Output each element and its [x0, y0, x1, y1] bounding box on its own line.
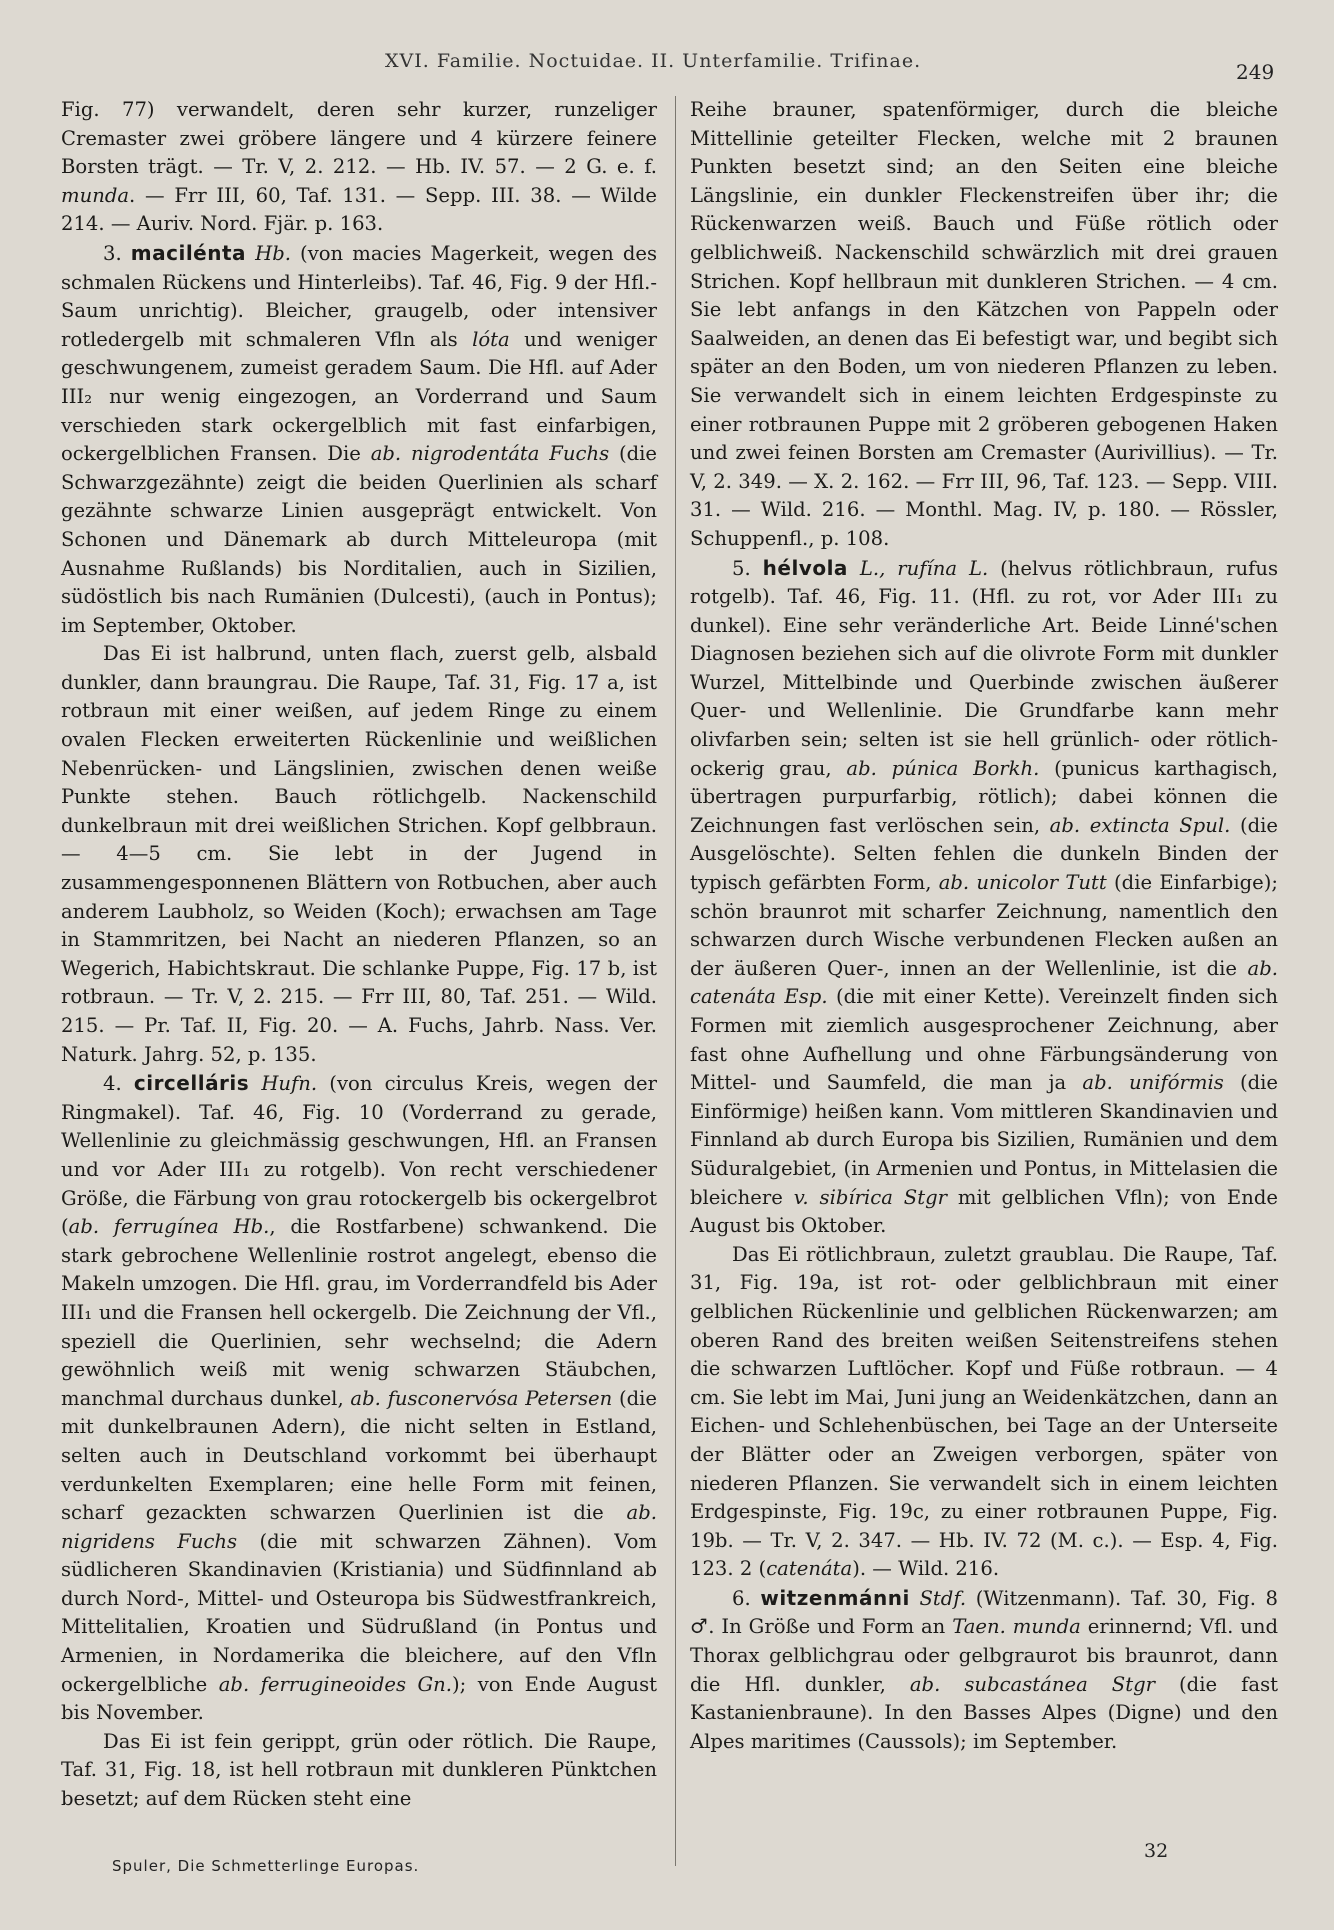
footer-book-title: Spuler, Die Schmetterlinge Europas.: [112, 1857, 420, 1875]
right-column: [690, 96, 1278, 1756]
species-name: witzenmánni: [760, 1585, 910, 1610]
paragraph: Reihe brauner, spatenförmiger, durch die bleiche Mittellinie geteilter Flecken, welche mit 2 braunen Punkten besetzt sind; an den Seiten eine bleiche Längslinie, ein dunkler Fleckenstreifen über ihr; die Rückenwarzen weiß. Bauch und Füße rötlich oder gelblichweiß. Nackenschild schwärzlich mit drei grauen Strichen. Kopf hellbraun mit dunkleren Strichen. — 4 cm. Sie lebt anfangs in den Kätzchen von Pappeln oder Saalweiden, an denen das Ei befestigt war, und begibt sich später an den Boden, um von niederen Pflanzen zu leben. Sie verwandelt sich in einem leichten Erdgespinste zu einer rotbraunen Puppe mit 2 gröberen gebogenen Haken und zwei feinen Borsten am Cremaster (Aurivillius). — Tr. V, 2. 349. — X. 2. 162. — Frr III, 96, Taf. 123. — Sepp. VIII. 31. — Wild. 216. — Monthl. Mag. IV, p. 180. — Rössler, Schuppenfl., p. 108.: [690, 98, 1278, 550]
left-column: [61, 96, 657, 1814]
column-divider: [675, 96, 676, 1866]
species-entry-helvola: 5. hélvola L., rufína L. (helvus rötlichbraun, rufus rotgelb). Taf. 46, Fig. 11. (Hfl. zu rot, vor Ader III₁ zu dunkel). Eine sehr veränderliche Art. Beide Linné'schen Diagnosen beziehen sich auf die olivrote Form mit dunkler Wurzel, Mittelbinde und Querbinde zwischen äußerer Quer- und Wellenlinie. Die Grundfarbe kann mehr olivfarben sein; selten ist sie hell grünlich- oder rötlich-ockerig grau, ab. púnica Borkh. (punicus karthagisch, übertragen purpurfarbig, rötlich); dabei können die Zeichnungen fast verlöschen sein, ab. extincta Spul. (die Ausgelöschte). Selten fehlen die dunkeln Binden der typisch gefärbten Form, ab. unicolor Tutt (die Einfarbige); schön braunrot mit scharfer Zeichnung, namentlich den schwarzen durch Wische verbundenen Flecken außen an der äußeren Quer-, innen an der Wellenlinie, ist die ab. catenáta Esp. (die mit einer Kette). Vereinzelt finden sich Formen mit ziemlich ausgesprochener Zeichnung, aber fast ohne Aufhellung und ohne Färbungsänderung von Mittel- und Saumfeld, die man ja ab. unifórmis (die Einförmige) heißen kann. Vom mittleren Skandinavien und Finnland ab durch Europa bis Sizilien, Rumänien und dem Süduralgebiet, (in Armenien und Pontus, in Mittelasien die bleichere v. sibírica Stgr mit gelblichen Vfln); von Ende August bis Oktober.: [690, 555, 1279, 1238]
species-name: macilénta: [130, 240, 247, 265]
running-head: XVI. Familie. Noctuidae. II. Unterfamilie. Trifinae.: [385, 50, 922, 72]
page-number: 249: [1236, 60, 1275, 84]
species-entry-witzenmanni: 6. witzenmánni Stdf. (Witzenmann). Taf. 30, Fig. 8 ♂. In Größe und Form an Taen. munda erinnernd; Vfl. und Thorax gelblichgrau oder gelbgraurot bis braunrot, dann die Hfl. dunkler, ab. subcastánea Stgr (die fast Kastanienbraune). In den Basses Alpes (Digne) und den Alpes maritimes (Caussols); im September.: [690, 1585, 1279, 1753]
paragraph: Fig. 77) verwandelt, deren sehr kurzer, runzeliger Cremaster zwei gröbere längere und 4 kürzere feinere Borsten trägt. — Tr. V, 2. 212. — Hb. IV. 57. — 2 G. e. f. munda. — Frr III, 60, Taf. 131. — Sepp. III. 38. — Wilde 214. — Auriv. Nord. Fjär. p. 163.: [61, 98, 657, 236]
paragraph: Das Ei ist fein gerippt, grün oder rötlich. Die Raupe, Taf. 31, Fig. 18, ist hell rotbraun mit dunkleren Pünktchen besetzt; auf dem Rücken steht eine: [61, 1729, 657, 1811]
signature-mark: 32: [1144, 1840, 1169, 1862]
species-entry-macilenta: 3. macilénta Hb. (von macies Magerkeit, wegen des schmalen Rückens und Hinterleibs). Taf. 46, Fig. 9 der Hfl.-Saum unrichtig). Bleicher, graugelb, oder intensiver rotledergelb mit schmaleren Vfln als lóta und weniger geschwungenem, zumeist geradem Saum. Die Hfl. auf Ader III₂ nur wenig eingezogen, an Vorderrand und Saum verschieden stark ockergelblich mit fast einfarbigen, ockergelblichen Fransen. Die ab. nigrodentáta Fuchs (die Schwarzgezähnte) zeigt die beiden Querlinien als scharf gezähnte schwarze Linien ausgeprägt entwickelt. Von Schonen und Dänemark ab durch Mitteleuropa (mit Ausnahme Rußlands) bis Norditalien, auch in Sizilien, südöstlich bis nach Rumänien (Dulcesti), (auch in Pontus); im September, Oktober.: [61, 240, 658, 637]
paragraph: Das Ei ist halbrund, unten flach, zuerst gelb, alsbald dunkler, dann braungrau. Die Raupe, Taf. 31, Fig. 17 a, ist rotbraun mit einer weißen, auf jedem Ringe zu einem ovalen Flecken erweiterten Rückenlinie und weißlichen Nebenrücken- und Längslinien, zwischen denen weiße Punkte stehen. Bauch rötlichgelb. Nackenschild dunkelbraun mit drei weißlichen Strichen. Kopf gelbbraun. — 4—5 cm. Sie lebt in der Jugend in zusammengesponnenen Blättern von Rotbuchen, aber auch anderem Laubholz, so Weiden (Koch); erwachsen am Tage in Stammritzen, bei Nacht an niederen Pflanzen, so an Wegerich, Habichtskraut. Die schlanke Puppe, Fig. 17 b, ist rotbraun. — Tr. V, 2. 215. — Frr III, 80, Taf. 251. — Wild. 215. — Pr. Taf. II, Fig. 20. — A. Fuchs, Jahrb. Nass. Ver. Naturk. Jahrg. 52, p. 135.: [61, 642, 657, 1066]
species-entry-circellaris: 4. circelláris Hufn. (von circulus Kreis, wegen der Ringmakel). Taf. 46, Fig. 10 (Vorderrand zu gerade, Wellenlinie zu gleichmässig geschwungen, Hfl. an Fransen und vor Ader III₁ zu rotgelb). Von recht verschiedener Größe, die Färbung von grau rotockergelb bis ockergelbrot (ab. ferrugínea Hb., die Rostfarbene) schwankend. Die stark gebrochene Wellenlinie rostrot angelegt, ebenso die Makeln umzogen. Die Hfl. grau, im Vorderrandfeld bis Ader III₁ und die Fransen hell ockergelb. Die Zeichnung der Vfl., speziell die Querlinien, sehr wechselnd; die Adern gewöhnlich weiß mit wenig schwarzen Stäubchen, manchmal durchaus dunkel, ab. fusconervósa Petersen (die mit dunkelbraunen Adern), die nicht selten in Estland, selten auch in Deutschland vorkommt bei überhaupt verdunkelten Exemplaren; eine helle Form mit feinen, scharf gezackten schwarzen Querlinien ist die ab. nigridens Fuchs (die mit schwarzen Zähnen). Vom südlicheren Skandinavien (Kristiania) und Südfinnland ab durch Nord-, Mittel- und Osteuropa bis Südwestfrankreich, Mittelitalien, Kroatien und Südrußland (in Pontus und Armenien, in Nordamerika die bleichere, auf den Vfln ockergelbliche ab. ferrugineoides Gn.); von Ende August bis November.: [61, 1071, 657, 1725]
paragraph: Das Ei rötlichbraun, zuletzt graublau. Die Raupe, Taf. 31, Fig. 19a, ist rot- oder gelblichbraun mit einer gelblichen Rückenlinie und gelblichen Rückenwarzen; am oberen Rand des breiten weißen Seitenstreifens stehen die schwarzen Luftlöcher. Kopf und Füße rotbraun. — 4 cm. Sie lebt im Mai, Juni jung an Weidenkätzchen, dann an Eichen- und Schlehenbüschen, bei Tage an der Unterseite der Blätter oder an Zweigen verborgen, später von niederen Pflanzen. Sie verwandelt sich in einem leichten Erdgespinste, Fig. 19c, zu einer rotbraunen Puppe, Fig. 19b. — Tr. V, 2. 347. — Hb. IV. 72 (M. c.). — Esp. 4, Fig. 123. 2 (catenáta). — Wild. 216.: [690, 1242, 1278, 1581]
species-name: circelláris: [133, 1071, 250, 1096]
species-name: hélvola: [762, 555, 848, 580]
